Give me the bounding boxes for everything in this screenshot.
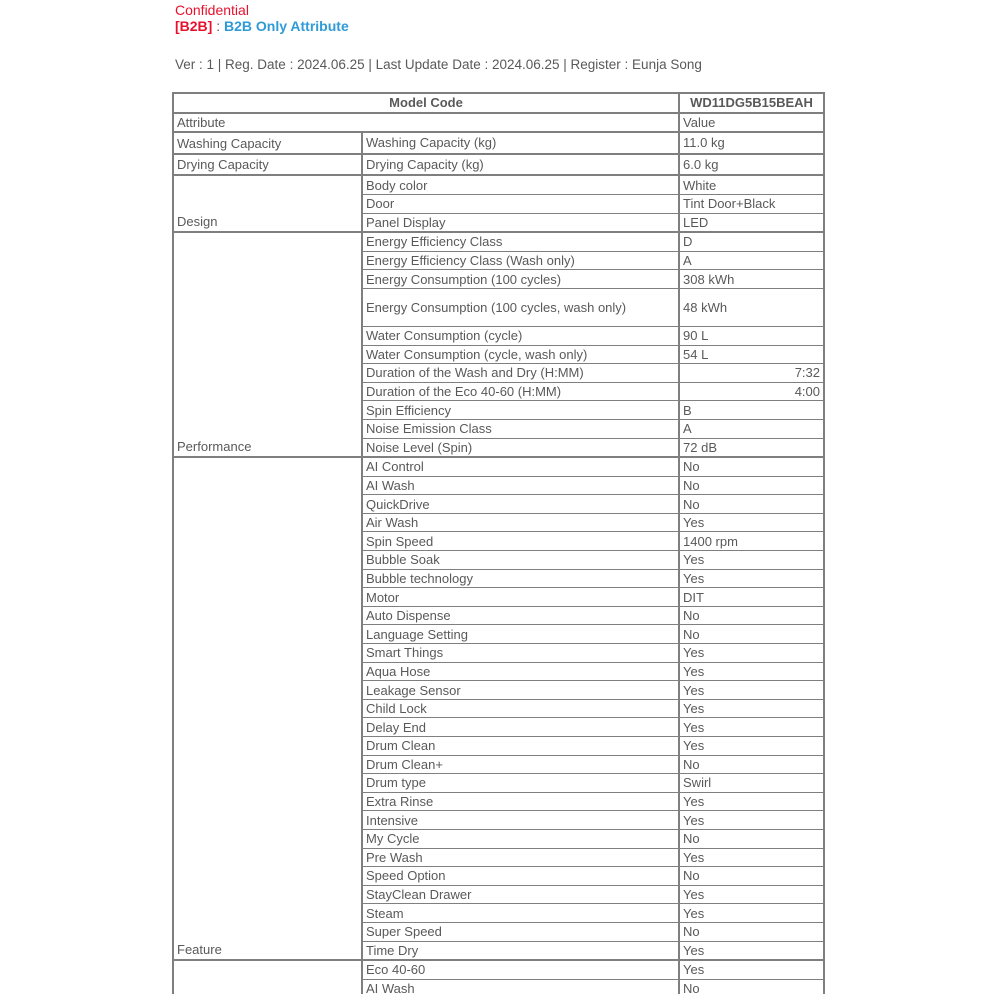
spec-row [173,457,824,476]
value-cell: White [679,175,824,194]
attribute-cell: QuickDrive [362,495,679,514]
attribute-cell: Super Speed [362,922,679,941]
spec-row [173,154,824,176]
attribute-cell: Speed Option [362,867,679,886]
model-code-header: Model Code [173,93,679,113]
value-cell: Yes [679,699,824,718]
attribute-cell: Duration of the Eco 40-60 (H:MM) [362,382,679,401]
attribute-cell: Water Consumption (cycle) [362,326,679,345]
value-cell: Yes [679,737,824,756]
value-cell: Yes [679,960,824,979]
attribute-cell: Water Consumption (cycle, wash only) [362,345,679,364]
value-cell: No [679,457,824,476]
attribute-cell: Pre Wash [362,848,679,867]
attribute-cell: Smart Things [362,644,679,663]
group-label: Design [173,175,362,232]
attribute-cell: Drum Clean [362,737,679,756]
attribute-cell: Motor [362,588,679,607]
attribute-cell: Door [362,194,679,213]
value-cell: Tint Door+Black [679,194,824,213]
group-label: Washing Capacity [173,132,362,154]
attribute-cell: Panel Display [362,213,679,232]
value-cell: Yes [679,904,824,923]
b2b-separator: : [212,18,225,34]
attribute-cell: Energy Consumption (100 cycles) [362,270,679,289]
value-cell: 308 kWh [679,270,824,289]
value-cell: 11.0 kg [679,132,824,154]
attribute-cell: Noise Emission Class [362,419,679,438]
value-cell: LED [679,213,824,232]
value-cell: No [679,979,824,994]
attribute-cell: Bubble technology [362,569,679,588]
value-cell: Yes [679,513,824,532]
value-cell: Yes [679,792,824,811]
attribute-cell: Child Lock [362,699,679,718]
attribute-cell: Bubble Soak [362,551,679,570]
attribute-cell: Air Wash [362,513,679,532]
attribute-cell: AI Wash [362,979,679,994]
value-column-header: Value [679,113,824,133]
b2b-note [175,18,994,34]
value-cell: D [679,232,824,251]
value-cell: Yes [679,681,824,700]
attribute-cell: Body color [362,175,679,194]
value-cell: No [679,829,824,848]
value-cell: 48 kWh [679,288,824,326]
value-cell: Yes [679,718,824,737]
attribute-cell: Eco 40-60 [362,960,679,979]
top-notes [175,2,994,73]
value-cell: No [679,755,824,774]
attribute-cell: Noise Level (Spin) [362,438,679,457]
b2b-tag: [B2B] [175,18,213,34]
attribute-cell: Spin Speed [362,532,679,551]
value-cell: Yes [679,662,824,681]
attribute-cell: StayClean Drawer [362,885,679,904]
value-cell: Yes [679,551,824,570]
value-cell: Yes [679,941,824,960]
attribute-column-header: Attribute [173,113,679,133]
attribute-cell: Intensive [362,811,679,830]
spec-row [173,960,824,979]
value-cell: DIT [679,588,824,607]
confidential-note: Confidential [175,2,249,18]
attribute-cell: Extra Rinse [362,792,679,811]
b2b-label: B2B Only Attribute [224,18,349,34]
attribute-cell: My Cycle [362,829,679,848]
value-cell: Yes [679,811,824,830]
model-code-value: WD11DG5B15BEAH [679,93,824,113]
attribute-cell: Delay End [362,718,679,737]
model-code-row [173,93,824,113]
attribute-cell: Drying Capacity (kg) [362,154,679,176]
spec-row [173,175,824,194]
value-cell: No [679,922,824,941]
attribute-cell: Auto Dispense [362,606,679,625]
value-cell: No [679,625,824,644]
attribute-cell: Washing Capacity (kg) [362,132,679,154]
value-cell: 6.0 kg [679,154,824,176]
value-cell: No [679,476,824,495]
attribute-cell: Drum type [362,774,679,793]
attribute-cell: AI Wash [362,476,679,495]
attribute-cell: Language Setting [362,625,679,644]
attribute-cell: Time Dry [362,941,679,960]
group-label: Feature [173,457,362,960]
attribute-cell: Spin Efficiency [362,401,679,420]
value-cell: No [679,495,824,514]
attribute-cell: Leakage Sensor [362,681,679,700]
attribute-cell: AI Control [362,457,679,476]
attribute-cell: Energy Efficiency Class (Wash only) [362,251,679,270]
value-cell: Swirl [679,774,824,793]
value-cell: No [679,867,824,886]
value-cell: B [679,401,824,420]
spec-row [173,132,824,154]
attribute-cell: Drum Clean+ [362,755,679,774]
attribute-cell: Duration of the Wash and Dry (H:MM) [362,364,679,383]
attribute-value-row [173,113,824,133]
spec-table [172,92,825,994]
attribute-cell: Steam [362,904,679,923]
value-cell: Yes [679,885,824,904]
value-cell: Yes [679,848,824,867]
value-cell: 4:00 [679,382,824,401]
attribute-cell: Energy Efficiency Class [362,232,679,251]
value-cell: 7:32 [679,364,824,383]
value-cell: Yes [679,644,824,663]
attribute-cell: Energy Consumption (100 cycles, wash only) [362,288,679,326]
value-cell: 90 L [679,326,824,345]
value-cell: 72 dB [679,438,824,457]
version-meta-line: Ver : 1 | Reg. Date : 2024.06.25 | Last Update Date : 2024.06.25 | Register : Eunja Song [175,57,702,72]
group-label [173,960,362,994]
spec-row [173,232,824,251]
value-cell: A [679,419,824,438]
group-label: Drying Capacity [173,154,362,176]
value-cell: A [679,251,824,270]
value-cell: 1400 rpm [679,532,824,551]
value-cell: No [679,606,824,625]
value-cell: Yes [679,569,824,588]
attribute-cell: Aqua Hose [362,662,679,681]
value-cell: 54 L [679,345,824,364]
group-label: Performance [173,232,362,457]
